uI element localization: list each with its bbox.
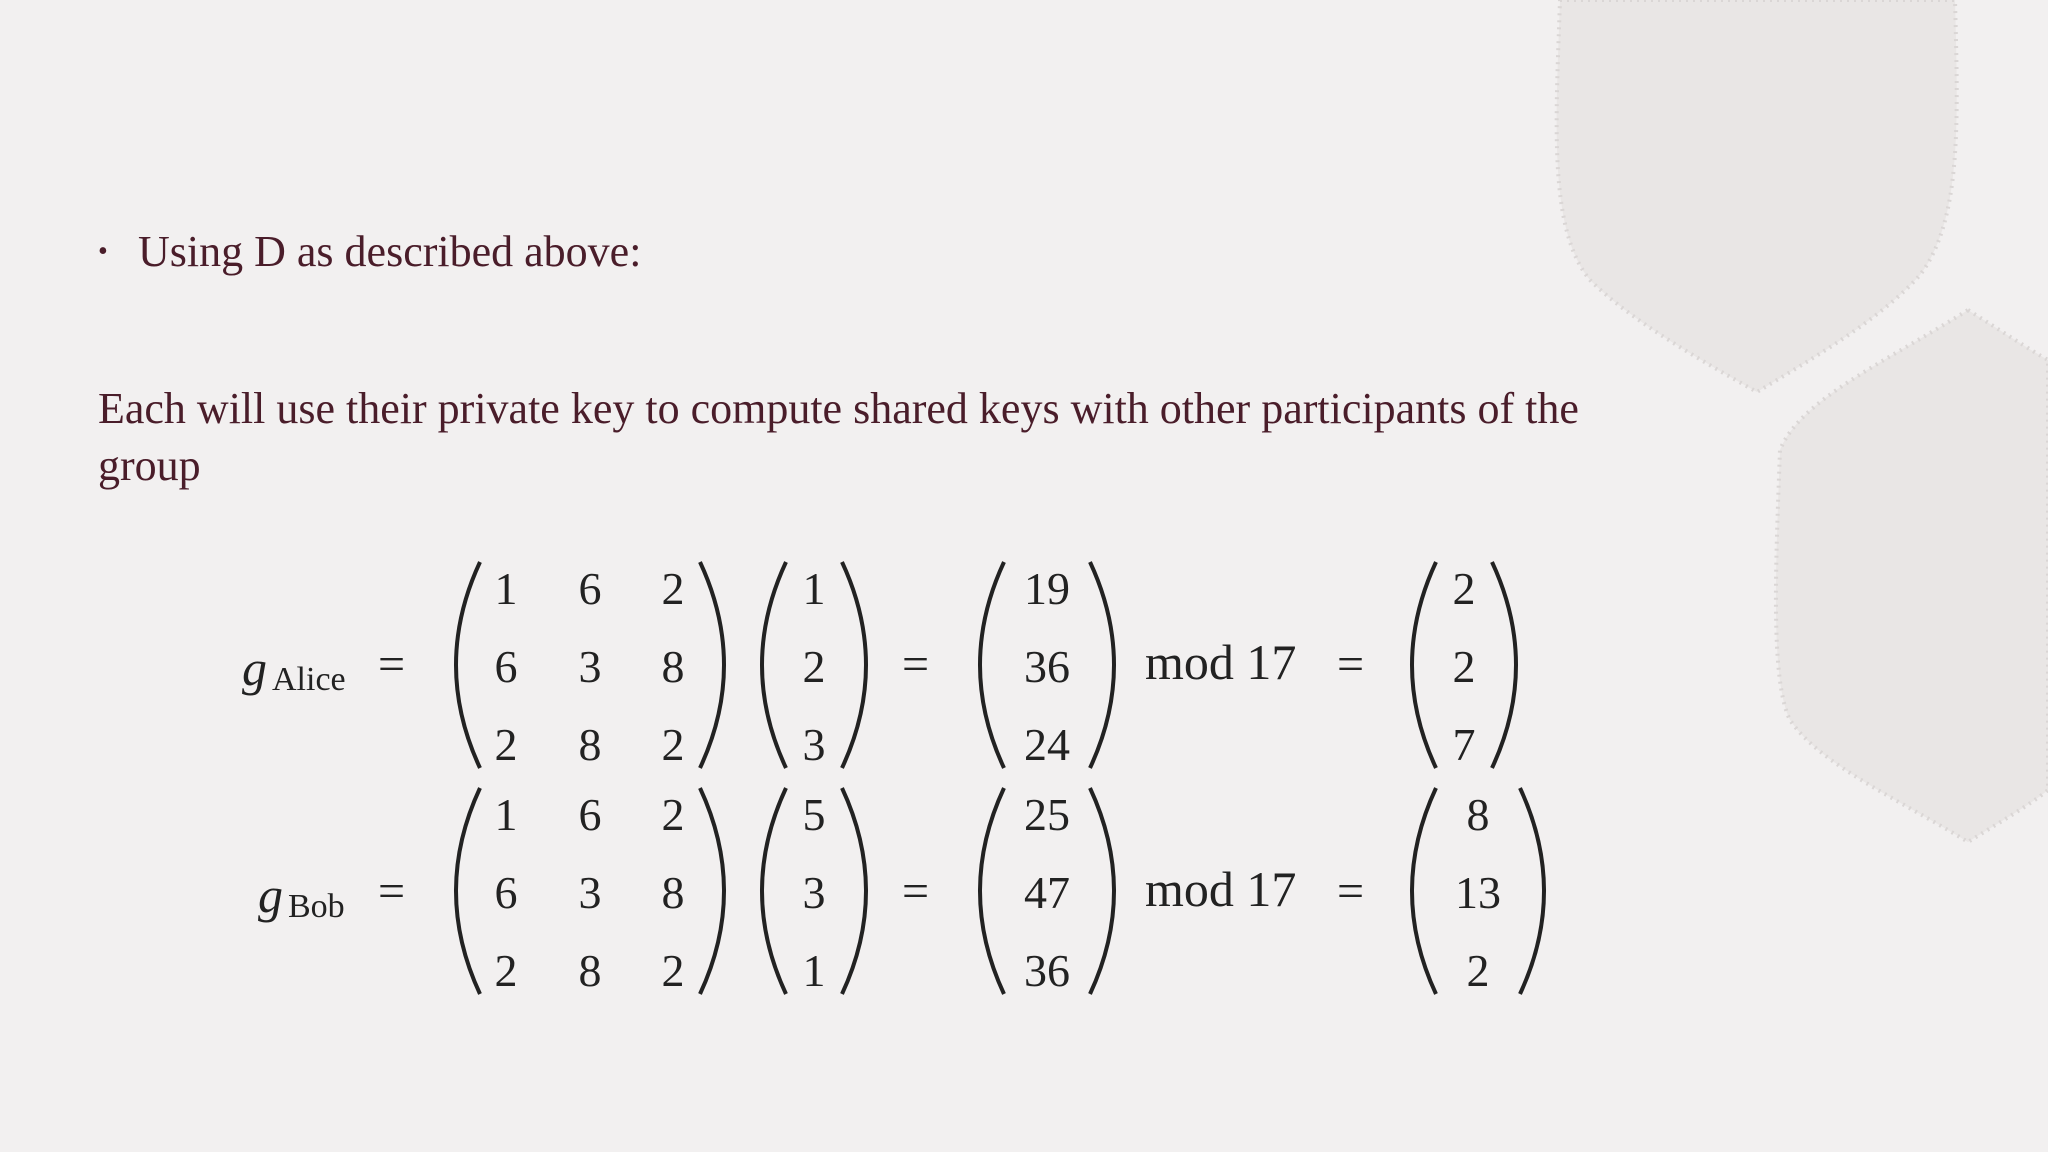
- eq-alice-matrix-cell: 3: [578, 641, 602, 692]
- bullet-text: Using D as described above:: [138, 227, 642, 276]
- eq-bob-product-left-paren: [980, 788, 1004, 994]
- eq-alice-product-right-paren: [1090, 562, 1114, 768]
- equation-bob: [258, 788, 1544, 996]
- eq-bob-vector-cell: 1: [802, 945, 826, 996]
- eq-alice-matrix-cell: 1: [494, 563, 518, 614]
- eq-bob-matrix-left-paren: [456, 788, 480, 994]
- eq-bob-result-cell: 13: [1455, 867, 1501, 918]
- eq-alice-product-cell: 19: [1024, 563, 1070, 614]
- eq-alice-matrix-left-paren: [456, 562, 480, 768]
- eq-alice-product-left-paren: [980, 562, 1004, 768]
- eq-alice-matrix-cell: 2: [661, 719, 685, 770]
- eq-bob-result-cell: 2: [1466, 945, 1490, 996]
- eq-bob-vector-cell: 5: [802, 789, 826, 840]
- eq-alice-vector-cell: 2: [802, 641, 826, 692]
- eq-bob-matrix-cell: 2: [661, 945, 685, 996]
- eq-alice-matrix-cell: 2: [494, 719, 518, 770]
- eq-alice-mod-label: mod 17: [1145, 634, 1297, 690]
- eq-bob-matrix-cell: 6: [494, 867, 518, 918]
- eq-alice-result-cell: 2: [1452, 641, 1476, 692]
- eq-bob-vector-right-paren: [842, 788, 866, 994]
- eq-bob-matrix-cell: 8: [578, 945, 602, 996]
- eq-bob-equals-1: =: [378, 865, 406, 918]
- eq-bob-matrix-cell: 2: [494, 945, 518, 996]
- eq-bob-matrix-cell: 8: [661, 867, 685, 918]
- eq-bob-matrix-cell: 6: [578, 789, 602, 840]
- eq-bob-matrix-cell: 2: [661, 789, 685, 840]
- eq-bob-vector-left-paren: [762, 788, 786, 994]
- eq-bob-product-cell: 36: [1024, 945, 1070, 996]
- eq-alice-vector-right-paren: [842, 562, 866, 768]
- eq-alice-vector-left-paren: [762, 562, 786, 768]
- eq-alice-result-cell: 2: [1452, 563, 1476, 614]
- eq-alice-result-cell: 7: [1452, 719, 1476, 770]
- eq-bob-subscript: Bob: [288, 888, 345, 925]
- eq-bob-product-cell: 47: [1024, 867, 1070, 918]
- bullet-marker: •: [98, 236, 108, 267]
- eq-alice-symbol: g: [242, 640, 267, 696]
- eq-bob-matrix-cell: 1: [494, 789, 518, 840]
- eq-alice-equals-2: =: [902, 638, 930, 691]
- equation-alice: [242, 562, 1516, 770]
- eq-bob-symbol: g: [258, 867, 283, 923]
- eq-alice-matrix-cell: 6: [494, 641, 518, 692]
- eq-alice-matrix-right-paren: [700, 562, 724, 768]
- eq-bob-matrix-right-paren: [700, 788, 724, 994]
- eq-alice-product-cell: 36: [1024, 641, 1070, 692]
- eq-alice-equals-1: =: [378, 638, 406, 691]
- eq-alice-equals-3: =: [1337, 638, 1365, 691]
- eq-bob-result-left-paren: [1412, 788, 1436, 994]
- eq-bob-equals-2: =: [902, 865, 930, 918]
- eq-bob-result-cell: 8: [1466, 789, 1490, 840]
- eq-bob-equals-3: =: [1337, 865, 1365, 918]
- eq-alice-result-left-paren: [1412, 562, 1436, 768]
- body-paragraph: Each will use their private key to compute shared keys with other participants of the group: [98, 384, 1579, 490]
- eq-bob-product-cell: 25: [1024, 789, 1070, 840]
- eq-alice-matrix-cell: 8: [661, 641, 685, 692]
- eq-alice-vector-cell: 3: [802, 719, 826, 770]
- eq-alice-matrix-cell: 8: [578, 719, 602, 770]
- eq-alice-result-right-paren: [1492, 562, 1516, 768]
- eq-bob-mod-label: mod 17: [1145, 861, 1297, 917]
- eq-bob-vector-cell: 3: [802, 867, 826, 918]
- eq-alice-matrix-cell: 2: [661, 563, 685, 614]
- eq-alice-product-cell: 24: [1024, 719, 1070, 770]
- eq-bob-matrix-cell: 3: [578, 867, 602, 918]
- eq-alice-subscript: Alice: [272, 661, 346, 698]
- eq-bob-result-right-paren: [1520, 788, 1544, 994]
- eq-bob-product-right-paren: [1090, 788, 1114, 994]
- eq-alice-vector-cell: 1: [802, 563, 826, 614]
- eq-alice-matrix-cell: 6: [578, 563, 602, 614]
